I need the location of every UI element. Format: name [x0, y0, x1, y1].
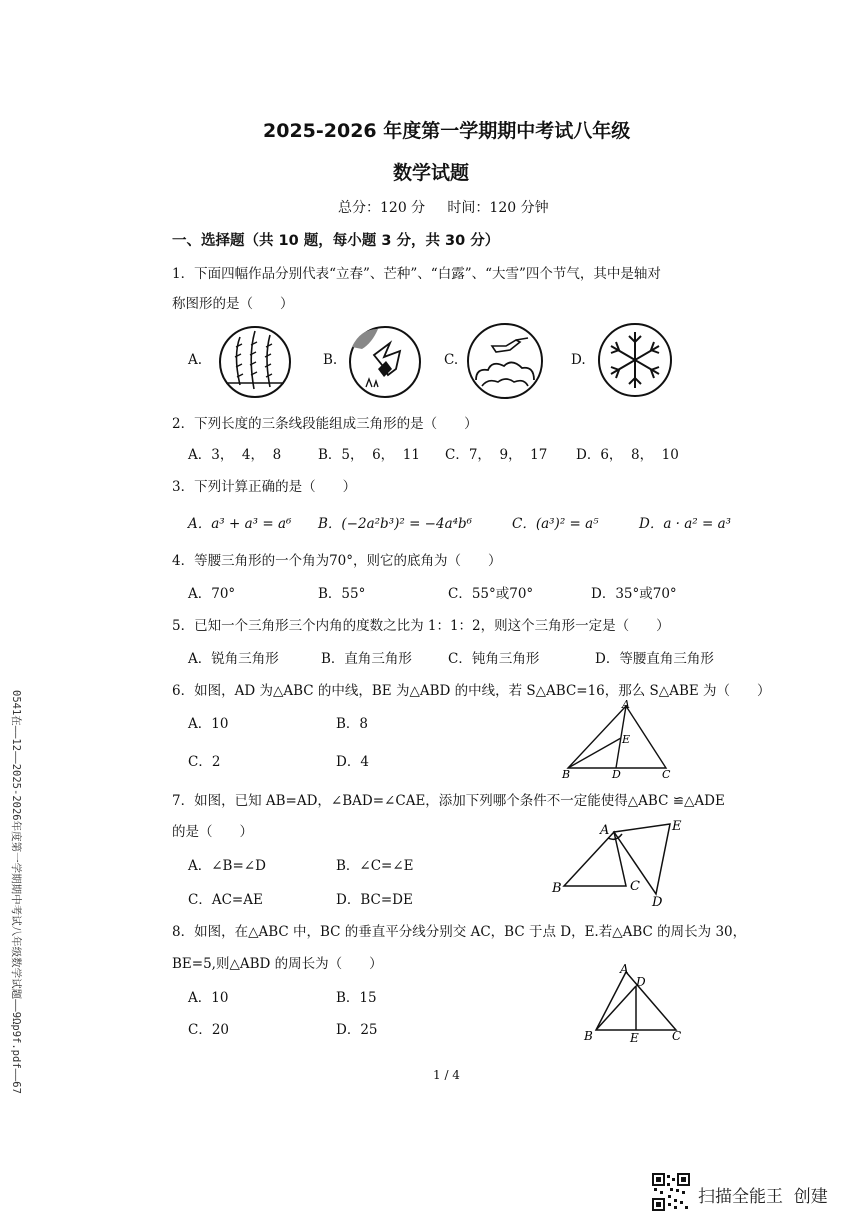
q8-stem-line1: 8．如图，在△ABC 中，BC 的垂直平分线分别交 AC，BC 于点 D，E.若△ABC 的周长为 30， [172, 924, 747, 940]
q7-label-a: A [600, 823, 610, 838]
q7-label-e: E [672, 819, 682, 834]
q4-stem: 4．等腰三角形的一个角为70°，则它的底角为（ ） [172, 553, 502, 569]
q6-option-a: A．10 [188, 716, 229, 732]
qr-code-icon [652, 1173, 690, 1211]
q8-stem-line2: BE=5,则△ABD 的周长为（ ） [172, 956, 383, 972]
q6-stem: 6．如图，AD 为△ABC 的中线，BE 为△ABD 的中线，若 S△ABC=16，那么 S△ABE 为（ ） [172, 683, 771, 699]
q5-option-c: C．钝角三角形 [448, 651, 540, 667]
q4-option-a: A．70° [188, 586, 236, 602]
q1-option-label-c: C. [444, 352, 459, 368]
q7-label-c: C [630, 879, 640, 894]
q8-label-b: B [584, 1029, 593, 1043]
sidebar-text: 0541在——12——2025-2026年度第一学期期中考试八年级数学试题——9Ωp9f.pdf——67 [10, 690, 22, 1094]
q8-label-e: E [630, 1031, 639, 1045]
exam-title: 2025-2026 年度第一学期期中考试八年级 [263, 120, 631, 142]
q2-option-b: B．5， 6， 11 [318, 447, 420, 463]
q8-option-c: C．20 [188, 1022, 230, 1038]
bird-shape-icon [348, 325, 422, 399]
q7-option-d: D．BC=DE [336, 892, 413, 908]
goose-clouds-icon [466, 322, 544, 400]
q1-stem-line2: 称图形的是（ ） [172, 296, 294, 312]
q6-label-a: A [622, 698, 630, 711]
q3-stem: 3．下列计算正确的是（ ） [172, 479, 357, 495]
q4-option-b: B．55° [318, 586, 366, 602]
q1-option-label-b: B. [323, 352, 338, 368]
q8-bisector-figure [580, 960, 690, 1046]
binding-margin [4, 690, 30, 1130]
q4-option-d: D．35°或70° [591, 586, 677, 602]
q7-congruent-figure [548, 812, 698, 908]
q8-label-a: A [620, 962, 629, 976]
q6-option-d: D．4 [336, 754, 369, 770]
page-number: 1 / 4 [433, 1068, 460, 1082]
snowflake-icon [597, 322, 673, 398]
q2-option-a: A．3， 4， 8 [188, 447, 282, 463]
q3-option-b: B．(−2a²b³)² = −4a⁴b⁶ [318, 516, 473, 532]
q2-option-d: D．6， 8， 10 [576, 447, 679, 463]
q7-option-c: C．AC=AE [188, 892, 263, 908]
q8-option-d: D．25 [336, 1022, 378, 1038]
q6-label-d: D [612, 768, 621, 780]
q8-label-d: D [636, 975, 646, 989]
score-time: 总分：120 分 时间：120 分钟 [338, 200, 549, 216]
q8-option-a: A．10 [188, 990, 229, 1006]
q5-option-d: D．等腰直角三角形 [595, 651, 714, 667]
q8-label-c: C [672, 1029, 682, 1043]
q2-stem: 2．下列长度的三条线段能组成三角形的是（ ） [172, 416, 478, 432]
q7-label-b: B [552, 881, 562, 896]
q2-option-c: C．7， 9， 17 [445, 447, 548, 463]
q3-option-c: C．(a³)² = a⁵ [512, 516, 599, 532]
q6-label-e: E [622, 733, 631, 746]
q1-stem-line1: 1．下面四幅作品分别代表“立春”、芒种”、“白露”、“大雪”四个节气，其中是轴对 [172, 266, 661, 282]
q5-option-a: A．锐角三角形 [188, 651, 279, 667]
q1-option-label-d: D. [571, 352, 586, 368]
q6-label-b: B [562, 768, 571, 780]
q8-option-b: B．15 [336, 990, 377, 1006]
section-heading: 一、选择题（共 10 题，每小题 3 分，共 30 分） [172, 233, 500, 249]
q7-option-a: A．∠B=∠D [188, 858, 266, 874]
willow-icon [218, 325, 292, 399]
camscanner-watermark: 扫描全能王 创建 [698, 1187, 828, 1207]
q6-label-c: C [662, 768, 671, 780]
q4-option-c: C．55°或70° [448, 586, 534, 602]
q7-label-d: D [652, 895, 663, 908]
q7-option-b: B．∠C=∠E [336, 858, 414, 874]
q5-stem: 5．已知一个三角形三个内角的度数之比为 1：1：2，则这个三角形一定是（ ） [172, 618, 670, 634]
q5-option-b: B．直角三角形 [321, 651, 412, 667]
q6-triangle-figure [558, 698, 678, 780]
q6-option-c: C．2 [188, 754, 221, 770]
q3-option-a: A．a³ + a³ = a⁶ [188, 516, 292, 532]
exam-subtitle: 数学试题 [393, 162, 470, 184]
q7-stem-line2: 的是（ ） [172, 824, 253, 840]
q6-option-b: B．8 [336, 716, 369, 732]
q1-option-label-a: A. [188, 352, 203, 368]
q3-option-d: D．a · a² = a³ [639, 516, 732, 532]
q7-stem-line1: 7．如图，已知 AB=AD，∠BAD=∠CAE，添加下列哪个条件不一定能使得△ABC ≌△ADE [172, 793, 725, 809]
